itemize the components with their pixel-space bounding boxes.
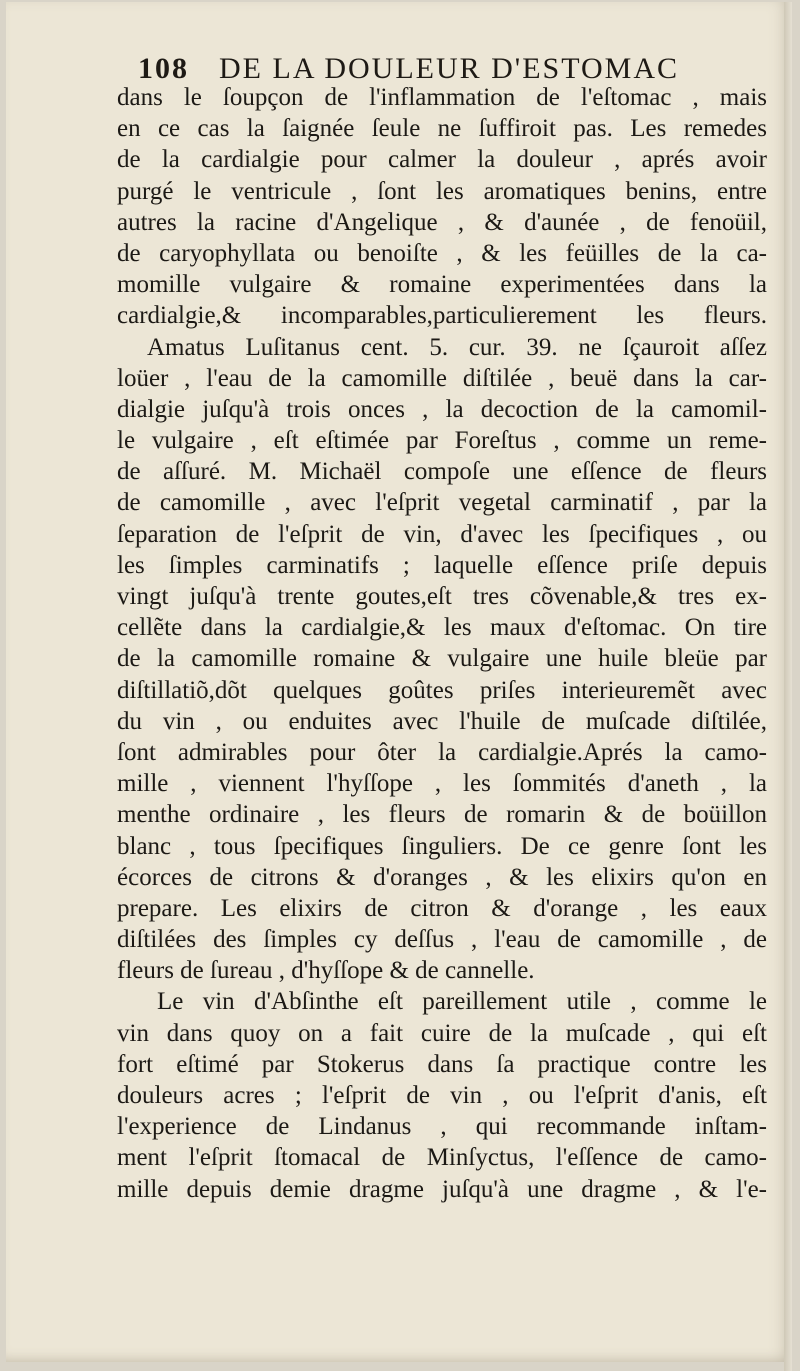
text-line: de la cardialgie pour calmer la douleur , aprés avoir (117, 146, 767, 174)
text-line: loüer , l'eau de la camomille diſtilée , beuë dans la car- (117, 364, 767, 392)
text-line: l'experience de Lindanus , qui recommande inſtam- (117, 1113, 767, 1141)
page-edge (784, 2, 792, 1371)
text-line: ment l'eſprit ſtomacal de Minſyctus, l'eſſence de camo- (117, 1144, 767, 1172)
text-line: les ſimples carminatifs ; laquelle eſſence priſe depuis (117, 551, 767, 579)
text-line: de aſſuré. M. Michaël compoſe une eſſence de fleurs (117, 458, 767, 486)
text-line: cellẽte dans la cardialgie,& les maux d'eſtomac. On tire (117, 614, 767, 642)
text-line: du vin , ou enduites avec l'huile de muſcade diſtilée, (117, 707, 767, 735)
text-line: prepare. Les elixirs de citron & d'orange , les eaux (117, 894, 767, 922)
text-line: ſeparation de l'eſprit de vin, d'avec les ſpecifiques , ou (117, 520, 767, 548)
page-number: 108 (138, 52, 189, 85)
text-line: de caryophyllata ou benoiſte , & les feüilles de la ca- (117, 239, 767, 267)
text-line: de camomille , avec l'eſprit vegetal carminatif , par la (117, 489, 767, 517)
text-line: le vulgaire , eſt eſtimée par Foreſtus , comme un reme- (117, 427, 767, 455)
text-line: mille , viennent l'hyſſope , les ſommités d'aneth , la (117, 770, 767, 798)
text-line: autres la racine d'Angelique , & d'aunée , de fenoüil, (117, 208, 767, 236)
text-line: de la camomille romaine & vulgaire une huile bleüe par (117, 645, 767, 673)
body-text (117, 82, 767, 1205)
text-line: dans le ſoupçon de l'inflammation de l'eſtomac , mais (117, 84, 767, 111)
running-header (138, 52, 778, 86)
text-line: diſtilées des ſimples cy deſſus , l'eau de camomille , de (117, 926, 767, 954)
text-line: diſtillatiõ,dõt quelques goûtes priſes interieuremẽt avec (117, 676, 767, 704)
text-line: écorces de citrons & d'oranges , & les elixirs qu'on en (117, 863, 767, 891)
text-line: en ce cas la ſaignée ſeule ne ſuffiroit pas. Les remedes (117, 115, 767, 143)
text-line: fort eſtimé par Stokerus dans ſa practique contre les (117, 1050, 767, 1078)
text-line: menthe ordinaire , les fleurs de romarin & de boüillon (117, 801, 767, 829)
text-line: fleurs de ſureau , d'hyſſope & de cannelle. (117, 957, 535, 985)
text-line: purgé le ventricule , ſont les aromatiques benins, entre (117, 177, 767, 205)
text-line: Amatus Luſitanus cent. 5. cur. 39. ne ſçauroit aſſez (147, 333, 767, 361)
text-line: momille vulgaire & romaine experimentées dans la (117, 271, 767, 299)
text-line: douleurs acres ; l'eſprit de vin , ou l'eſprit d'anis, eſt (117, 1082, 767, 1109)
text-line: vin dans quoy on a fait cuire de la muſcade , qui eſt (117, 1019, 767, 1047)
text-line: cardialgie,& incomparables,particulierement les fleurs. (117, 302, 767, 330)
text-line: Le vin d'Abſinthe eſt pareillement utile , comme le (157, 988, 767, 1016)
text-line: blanc , tous ſpecifiques ſinguliers. De ce genre ſont les (117, 832, 767, 860)
text-line: ſont admirables pour ôter la cardialgie.Aprés la camo- (117, 738, 767, 766)
running-title: DE LA DOULEUR D'ESTOMAC (219, 52, 680, 85)
text-line: dialgie juſqu'à trois onces , la decoction de la camomil- (117, 395, 767, 423)
text-line: vingt juſqu'à trente goutes,eſt tres cõvenable,& tres ex- (117, 583, 767, 610)
text-line: mille depuis demie dragme juſqu'à une dragme , & l'e- (117, 1175, 767, 1203)
